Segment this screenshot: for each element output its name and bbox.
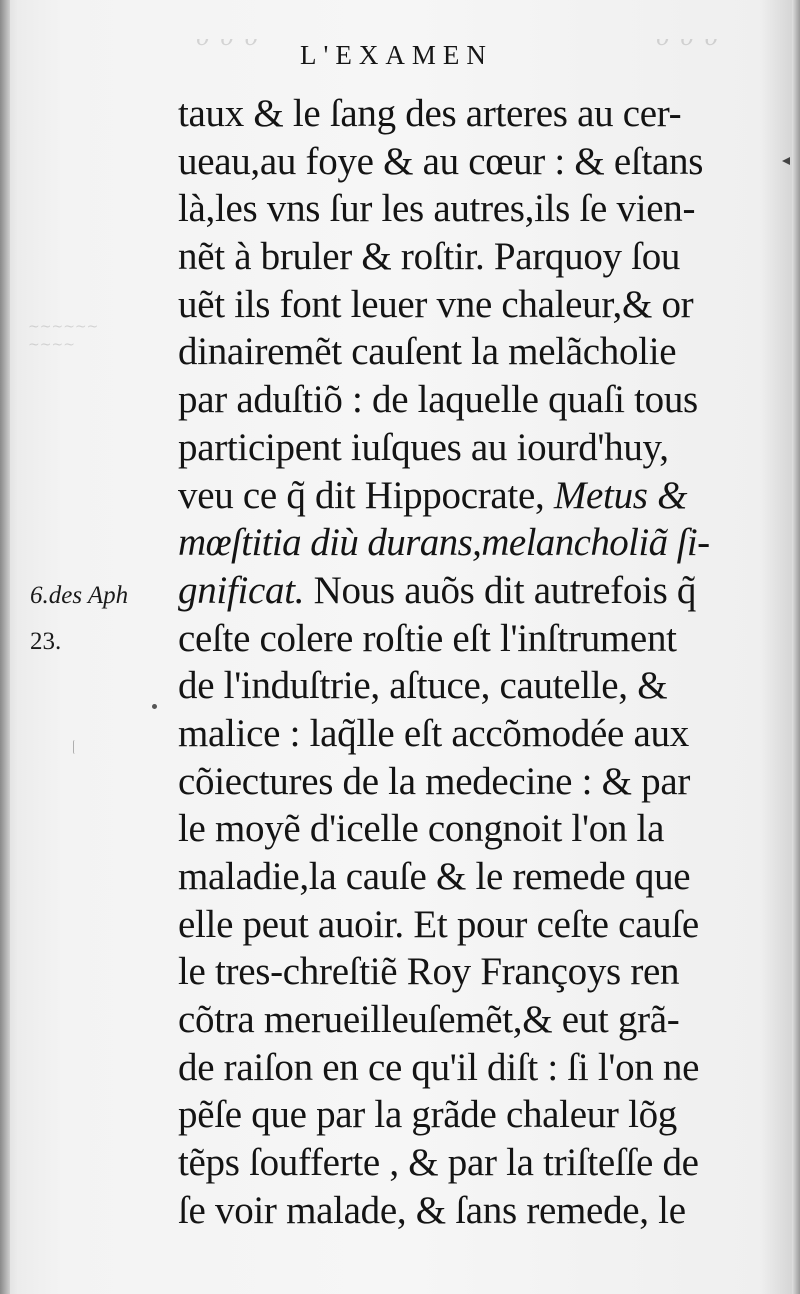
- text-line: participent iuſques au iourd'huy,: [178, 425, 669, 469]
- text-line-roman: veu ce q̃ dit Hippocrate,: [178, 473, 554, 517]
- text-line: malice : laq̃lle eſt accõmodée aux: [178, 711, 689, 755]
- bleed-through-margin-decoration: ~~~~~~ ~~~~: [28, 319, 99, 353]
- text-line: par aduſtiõ : de laquelle quaſi tous: [178, 378, 698, 422]
- text-line: le moyẽ d'icelle congnoit l'on la: [178, 807, 665, 851]
- text-line: maladie,la cauſe & le remede que: [178, 855, 691, 898]
- page-right-edge-shadow: [792, 0, 800, 1294]
- latin-quotation-line: mœſtitia diù durans,melancholiã ſi-: [178, 521, 710, 565]
- latin-quotation: Metus &: [553, 473, 688, 517]
- text-line: là,les vns ſur les autres,ils ſe vien-: [178, 187, 696, 231]
- text-line: elle peut auoir. Et pour ceſte cauſe: [178, 902, 699, 946]
- text-line: ſe voir malade, & ſans remede, le: [178, 1188, 686, 1232]
- margin-reference-note: 6.des Aph: [30, 582, 129, 609]
- text-line: ceſte colere roſtie eſt l'inſtrument: [178, 616, 677, 660]
- margin-reference-number: 23.: [30, 628, 62, 655]
- body-text: [178, 90, 758, 1235]
- latin-quotation: gnificat.: [178, 568, 305, 612]
- text-line: [178, 567, 758, 615]
- text-line: nẽt à bruler & roſtir. Parquoy ſou: [178, 235, 681, 279]
- page-edge-mark: [782, 157, 790, 165]
- bleed-through-decoration-right: ᴗ ᴗ ᴗ: [655, 26, 719, 51]
- page-left-edge-shadow: [0, 0, 10, 1294]
- text-line: cõtra merueilleuſemẽt,& eut grã-: [178, 998, 680, 1042]
- text-line: tẽps ſoufferte , & par la triſteſſe de: [178, 1141, 699, 1185]
- running-header: L'EXAMEN: [300, 40, 493, 70]
- ink-speck: [152, 704, 157, 709]
- text-line: ueau,au foye & au cœur : & eſtans: [178, 139, 704, 183]
- text-line: [178, 472, 758, 520]
- text-line: pẽſe que par la grãde chaleur lõg: [178, 1093, 678, 1137]
- text-line: dinairemẽt cauſent la melãcholie: [178, 330, 677, 374]
- text-line: de l'induſtrie, aſtuce, cautelle, &: [178, 664, 668, 708]
- text-line: cõiectures de la medecine : & par: [178, 759, 691, 803]
- bleed-through-decoration-left: ᴗ ᴗ ᴗ: [195, 26, 259, 51]
- text-line: le tres-chreſtiẽ Roy Françoys ren: [178, 950, 680, 994]
- text-line: taux & le ſang des arteres au cer-: [178, 92, 682, 135]
- text-line: de raiſon en ce qu'il diſt : ſi l'on ne: [178, 1045, 700, 1089]
- text-line-roman: Nous auõs dit autrefois q̃: [304, 568, 697, 612]
- text-line: uẽt ils font leuer vne chaleur,& or: [178, 282, 694, 326]
- paper-blemish: [73, 740, 77, 754]
